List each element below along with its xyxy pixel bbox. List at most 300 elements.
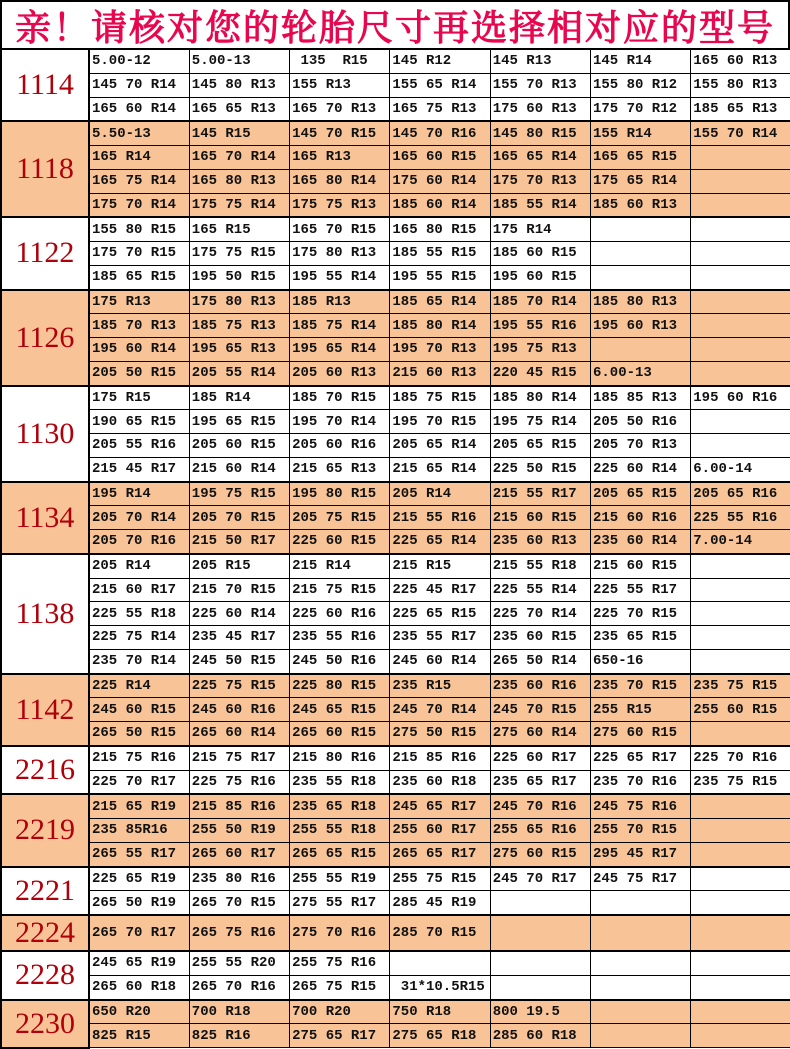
tire-size-cell [691, 361, 790, 385]
tire-size-cell: 155 80 R13 [691, 73, 790, 97]
tire-size-cell: 155 70 R14 [691, 121, 790, 145]
tire-size-cell: 225 45 R17 [390, 578, 490, 602]
tire-size-cell: 245 70 R15 [490, 698, 590, 722]
tire-size-cell: 195 65 R15 [189, 410, 289, 434]
tire-size-cell: 31*10.5R15 [390, 975, 490, 999]
tire-size-cell: 195 55 R16 [490, 314, 590, 338]
table-row [1, 121, 790, 145]
tire-size-cell: 215 55 R17 [490, 482, 590, 506]
tire-size-cell: 215 60 R16 [590, 506, 690, 530]
tire-size-cell [691, 338, 790, 362]
table-row [1, 602, 790, 626]
tire-size-cell: 145 80 R13 [189, 73, 289, 97]
table-row [1, 554, 790, 578]
table-row [1, 73, 790, 97]
tire-size-cell: 225 65 R14 [390, 530, 490, 554]
tire-size-cell: 205 70 R16 [89, 530, 189, 554]
tire-size-cell: 265 70 R15 [189, 891, 289, 915]
tire-size-cell: 215 85 R16 [390, 746, 490, 770]
tire-size-cell: 235 65 R15 [590, 626, 690, 650]
tire-size-cell: 285 60 R18 [490, 1024, 590, 1048]
tire-size-cell: 165 80 R14 [290, 169, 390, 193]
tire-size-cell: 205 70 R15 [189, 506, 289, 530]
tire-size-cell: 285 70 R15 [390, 915, 490, 951]
model-number: 2228 [1, 951, 89, 1000]
tire-size-cell: 195 60 R14 [89, 338, 189, 362]
table-row [1, 746, 790, 770]
tire-size-table [0, 48, 790, 1049]
table-row [1, 290, 790, 314]
tire-size-cell: 165 60 R13 [691, 49, 790, 73]
tire-size-cell: 235 70 R14 [89, 649, 189, 673]
tire-size-cell [590, 242, 690, 266]
tire-size-cell: 235 45 R17 [189, 626, 289, 650]
tire-size-cell: 195 70 R13 [390, 338, 490, 362]
table-row [1, 975, 790, 999]
tire-size-cell [590, 975, 690, 999]
tire-size-cell [490, 951, 590, 975]
tire-size-cell: 245 70 R16 [490, 794, 590, 818]
table-row [1, 794, 790, 818]
tire-size-cell: 185 75 R14 [290, 314, 390, 338]
tire-size-cell [490, 975, 590, 999]
tire-size-cell: 255 75 R16 [290, 951, 390, 975]
tire-size-cell: 215 60 R15 [590, 554, 690, 578]
tire-size-cell: 225 60 R16 [290, 602, 390, 626]
table-row [1, 1024, 790, 1048]
table-row [1, 146, 790, 170]
tire-size-cell [691, 975, 790, 999]
tire-size-cell [691, 578, 790, 602]
table-row [1, 951, 790, 975]
tire-size-cell [691, 146, 790, 170]
tire-size-cell: 175 75 R14 [189, 193, 289, 217]
tire-size-cell: 220 45 R15 [490, 361, 590, 385]
tire-size-cell: 215 75 R15 [290, 578, 390, 602]
tire-size-cell: 195 65 R13 [189, 338, 289, 362]
tire-size-cell: 165 80 R13 [189, 169, 289, 193]
tire-size-cell: 235 80 R16 [189, 867, 289, 891]
tire-size-cell: 225 70 R16 [691, 746, 790, 770]
tire-size-cell: 185 65 R15 [89, 265, 189, 289]
tire-size-cell: 175 60 R13 [490, 97, 590, 121]
tire-size-cell: 175 70 R13 [490, 169, 590, 193]
tire-size-cell [590, 1024, 690, 1048]
tire-size-cell: 235 75 R15 [691, 770, 790, 794]
tire-size-cell: 175 80 R13 [189, 290, 289, 314]
tire-size-cell: 185 80 R13 [590, 290, 690, 314]
tire-size-cell: 255 55 R19 [290, 867, 390, 891]
tire-size-cell: 205 50 R15 [89, 361, 189, 385]
tire-size-cell: 245 65 R19 [89, 951, 189, 975]
tire-size-cell [691, 842, 790, 866]
table-row [1, 698, 790, 722]
table-row [1, 1000, 790, 1024]
tire-size-cell: 195 75 R15 [189, 482, 289, 506]
tire-size-cell: 185 60 R15 [490, 242, 590, 266]
tire-size-cell: 145 70 R14 [89, 73, 189, 97]
tire-size-cell: 185 70 R13 [89, 314, 189, 338]
tire-size-cell: 700 R18 [189, 1000, 289, 1024]
tire-size-cell [691, 554, 790, 578]
tire-size-cell: 235 55 R17 [390, 626, 490, 650]
tire-size-cell: 145 R15 [189, 121, 289, 145]
tire-size-cell: 285 45 R19 [390, 891, 490, 915]
tire-size-cell: 265 50 R14 [490, 649, 590, 673]
tire-size-cell: 205 55 R14 [189, 361, 289, 385]
tire-size-cell: 245 50 R15 [189, 649, 289, 673]
tire-size-cell: 235 60 R15 [490, 626, 590, 650]
tire-size-cell: 265 75 R15 [290, 975, 390, 999]
tire-size-cell: 175 70 R15 [89, 242, 189, 266]
tire-size-cell: 215 60 R14 [189, 457, 289, 481]
tire-size-cell: 255 55 R18 [290, 819, 390, 843]
tire-size-cell: 235 60 R16 [490, 674, 590, 698]
tire-size-cell: 5.00-12 [89, 49, 189, 73]
tire-size-cell [691, 867, 790, 891]
tire-size-cell: 165 70 R13 [290, 97, 390, 121]
tire-size-cell: 205 60 R15 [189, 434, 289, 458]
table-row [1, 169, 790, 193]
tire-size-cell: 215 55 R18 [490, 554, 590, 578]
tire-size-cell: 175 R15 [89, 386, 189, 410]
tire-size-cell: 265 65 R17 [390, 842, 490, 866]
tire-size-cell: 175 R13 [89, 290, 189, 314]
tire-size-cell: 225 70 R14 [490, 602, 590, 626]
tire-size-cell: 255 75 R15 [390, 867, 490, 891]
tire-size-cell: 145 R14 [590, 49, 690, 73]
table-row [1, 361, 790, 385]
model-number: 1114 [1, 49, 89, 121]
tire-size-cell [691, 169, 790, 193]
tire-size-cell: 255 70 R15 [590, 819, 690, 843]
tire-size-cell: 225 R14 [89, 674, 189, 698]
tire-size-cell: 255 R15 [590, 698, 690, 722]
tire-size-cell: 825 R15 [89, 1024, 189, 1048]
tire-size-cell: 205 65 R15 [490, 434, 590, 458]
tire-size-cell [590, 217, 690, 241]
model-number: 2230 [1, 1000, 89, 1048]
tire-size-cell: 215 80 R16 [290, 746, 390, 770]
tire-size-cell: 195 R14 [89, 482, 189, 506]
tire-size-cell: 7.00-14 [691, 530, 790, 554]
tire-size-cell: 185 60 R13 [590, 193, 690, 217]
tire-size-cell: 265 55 R17 [89, 842, 189, 866]
tire-size-cell: 175 70 R14 [89, 193, 189, 217]
model-number: 1142 [1, 674, 89, 746]
tire-size-cell: 190 65 R15 [89, 410, 189, 434]
tire-size-cell: 165 65 R14 [490, 146, 590, 170]
tire-size-cell: 215 65 R13 [290, 457, 390, 481]
tire-size-cell: 135 R15 [290, 49, 390, 73]
tire-size-table-body [1, 49, 790, 1048]
tire-size-cell: 225 55 R14 [490, 578, 590, 602]
tire-size-cell: 165 70 R15 [290, 217, 390, 241]
tire-size-cell: 650-16 [590, 649, 690, 673]
tire-size-cell: 265 75 R16 [189, 915, 289, 951]
table-row [1, 386, 790, 410]
table-row [1, 819, 790, 843]
tire-size-cell: 215 60 R15 [490, 506, 590, 530]
tire-size-cell: 235 70 R16 [590, 770, 690, 794]
tire-size-cell: 235 85R16 [89, 819, 189, 843]
tire-size-cell: 275 65 R17 [290, 1024, 390, 1048]
tire-size-cell: 165 R14 [89, 146, 189, 170]
tire-size-cell: 185 55 R15 [390, 242, 490, 266]
tire-size-cell: 185 70 R15 [290, 386, 390, 410]
tire-size-cell: 245 60 R14 [390, 649, 490, 673]
tire-size-cell: 165 60 R14 [89, 97, 189, 121]
model-number: 1126 [1, 290, 89, 386]
tire-size-cell [691, 649, 790, 673]
tire-size-cell: 155 70 R13 [490, 73, 590, 97]
tire-size-cell: 265 70 R16 [189, 975, 289, 999]
tire-size-cell: 255 60 R15 [691, 698, 790, 722]
tire-size-cell: 265 60 R14 [189, 722, 289, 746]
tire-size-cell: 215 85 R16 [189, 794, 289, 818]
tire-size-cell [691, 314, 790, 338]
table-row [1, 578, 790, 602]
tire-size-cell: 6.00-14 [691, 457, 790, 481]
tire-size-cell [691, 602, 790, 626]
tire-size-cell: 205 70 R13 [590, 434, 690, 458]
table-row [1, 891, 790, 915]
tire-size-cell: 225 75 R16 [189, 770, 289, 794]
table-row [1, 626, 790, 650]
table-row [1, 649, 790, 673]
tire-size-cell: 155 80 R15 [89, 217, 189, 241]
tire-size-cell: 155 R14 [590, 121, 690, 145]
tire-size-cell: 275 70 R16 [290, 915, 390, 951]
tire-size-cell [590, 915, 690, 951]
tire-size-cell: 205 65 R14 [390, 434, 490, 458]
tire-size-cell [490, 915, 590, 951]
tire-size-cell: 185 R14 [189, 386, 289, 410]
tire-size-cell: 245 70 R17 [490, 867, 590, 891]
table-row [1, 242, 790, 266]
model-number: 1138 [1, 554, 89, 674]
tire-size-cell: 225 65 R15 [390, 602, 490, 626]
table-row [1, 506, 790, 530]
tire-size-cell: 185 70 R14 [490, 290, 590, 314]
table-row [1, 338, 790, 362]
table-row [1, 915, 790, 951]
tire-size-cell: 175 60 R14 [390, 169, 490, 193]
tire-size-cell: 195 65 R14 [290, 338, 390, 362]
tire-size-cell: 225 60 R15 [290, 530, 390, 554]
tire-size-cell: 175 R14 [490, 217, 590, 241]
tire-size-cell: 255 50 R19 [189, 819, 289, 843]
tire-size-cell: 650 R20 [89, 1000, 189, 1024]
tire-size-cell [691, 265, 790, 289]
tire-size-cell [691, 951, 790, 975]
model-number: 1122 [1, 217, 89, 289]
tire-size-cell: 825 R16 [189, 1024, 289, 1048]
tire-size-cell: 175 75 R13 [290, 193, 390, 217]
tire-size-cell: 215 75 R17 [189, 746, 289, 770]
tire-size-cell [390, 951, 490, 975]
tire-size-cell: 165 65 R13 [189, 97, 289, 121]
tire-size-cell: 265 70 R17 [89, 915, 189, 951]
tire-size-cell: 225 70 R17 [89, 770, 189, 794]
tire-size-cell [691, 290, 790, 314]
tire-size-cell: 245 60 R16 [189, 698, 289, 722]
tire-size-cell: 225 75 R14 [89, 626, 189, 650]
tire-size-cell: 215 45 R17 [89, 457, 189, 481]
tire-size-cell: 215 75 R16 [89, 746, 189, 770]
tire-size-cell: 165 65 R15 [590, 146, 690, 170]
tire-size-cell: 175 75 R15 [189, 242, 289, 266]
tire-size-cell: 235 65 R18 [290, 794, 390, 818]
tire-size-cell: 225 55 R18 [89, 602, 189, 626]
tire-size-cell [590, 951, 690, 975]
tire-size-cell: 175 70 R12 [590, 97, 690, 121]
model-number: 1118 [1, 121, 89, 217]
tire-size-cell: 265 60 R17 [189, 842, 289, 866]
tire-size-cell: 195 70 R15 [390, 410, 490, 434]
tire-size-cell: 195 75 R14 [490, 410, 590, 434]
tire-size-cell: 215 65 R19 [89, 794, 189, 818]
tire-size-cell: 175 80 R13 [290, 242, 390, 266]
tire-size-cell: 225 50 R15 [490, 457, 590, 481]
tire-size-cell: 195 50 R15 [189, 265, 289, 289]
tire-size-cell [691, 434, 790, 458]
tire-size-cell: 225 55 R16 [691, 506, 790, 530]
table-row [1, 482, 790, 506]
tire-size-cell: 215 65 R14 [390, 457, 490, 481]
tire-size-cell: 195 60 R13 [590, 314, 690, 338]
tire-size-cell: 205 70 R14 [89, 506, 189, 530]
tire-size-cell: 145 R12 [390, 49, 490, 73]
tire-size-cell: 185 65 R13 [691, 97, 790, 121]
tire-size-cell: 205 60 R13 [290, 361, 390, 385]
tire-size-cell: 245 70 R14 [390, 698, 490, 722]
tire-size-cell: 265 50 R15 [89, 722, 189, 746]
tire-size-cell: 6.00-13 [590, 361, 690, 385]
tire-size-cell: 245 50 R16 [290, 649, 390, 673]
tire-size-cell: 225 60 R14 [189, 602, 289, 626]
tire-size-cell [691, 1000, 790, 1024]
tire-size-cell: 215 60 R17 [89, 578, 189, 602]
tire-size-cell: 275 50 R15 [390, 722, 490, 746]
tire-size-cell [691, 626, 790, 650]
tire-size-cell: 205 75 R15 [290, 506, 390, 530]
tire-size-cell: 165 80 R15 [390, 217, 490, 241]
tire-size-cell: 245 75 R17 [590, 867, 690, 891]
tire-size-cell [691, 217, 790, 241]
tire-size-cell: 215 70 R15 [189, 578, 289, 602]
tire-size-cell: 235 60 R18 [390, 770, 490, 794]
tire-size-cell: 225 75 R15 [189, 674, 289, 698]
page-title: 亲！请核对您的轮胎尺寸再选择相对应的型号 [0, 0, 790, 48]
table-row [1, 193, 790, 217]
tire-size-cell: 195 55 R14 [290, 265, 390, 289]
tire-size-cell: 195 70 R14 [290, 410, 390, 434]
tire-size-cell: 185 75 R15 [390, 386, 490, 410]
tire-size-cell: 225 80 R15 [290, 674, 390, 698]
table-row [1, 722, 790, 746]
tire-size-cell: 185 60 R14 [390, 193, 490, 217]
tire-size-cell: 175 65 R14 [590, 169, 690, 193]
tire-size-cell: 295 45 R17 [590, 842, 690, 866]
tire-size-cell: 185 55 R14 [490, 193, 590, 217]
tire-size-cell: 185 65 R14 [390, 290, 490, 314]
tire-size-cell [691, 193, 790, 217]
tire-size-cell: 205 R14 [89, 554, 189, 578]
tire-size-cell [590, 891, 690, 915]
tire-size-cell: 185 75 R13 [189, 314, 289, 338]
tire-size-cell: 225 70 R15 [590, 602, 690, 626]
tire-size-cell: 205 R14 [390, 482, 490, 506]
tire-size-cell: 225 60 R14 [590, 457, 690, 481]
tire-size-cell [691, 891, 790, 915]
table-row [1, 314, 790, 338]
tire-size-cell: 225 60 R17 [490, 746, 590, 770]
tire-size-cell [691, 915, 790, 951]
table-row [1, 434, 790, 458]
tire-size-cell: 145 80 R15 [490, 121, 590, 145]
tire-size-cell: 185 R13 [290, 290, 390, 314]
tire-size-cell: 235 55 R18 [290, 770, 390, 794]
tire-size-cell: 205 60 R16 [290, 434, 390, 458]
tire-size-cell: 205 65 R15 [590, 482, 690, 506]
tire-size-cell [691, 1024, 790, 1048]
tire-size-cell: 265 50 R19 [89, 891, 189, 915]
tire-size-cell: 165 R15 [189, 217, 289, 241]
tire-size-cell [691, 722, 790, 746]
tire-size-cell: 800 19.5 [490, 1000, 590, 1024]
tire-size-cell: 205 R15 [189, 554, 289, 578]
tire-size-cell: 155 R13 [290, 73, 390, 97]
tire-size-cell: 185 80 R14 [490, 386, 590, 410]
tire-size-cell: 5.50-13 [89, 121, 189, 145]
tire-size-cell [691, 794, 790, 818]
tire-size-cell: 215 R15 [390, 554, 490, 578]
table-row [1, 457, 790, 481]
tire-size-cell: 245 75 R16 [590, 794, 690, 818]
tire-size-cell: 165 60 R15 [390, 146, 490, 170]
tire-size-cell: 245 65 R17 [390, 794, 490, 818]
tire-size-cell: 145 R13 [490, 49, 590, 73]
table-row [1, 867, 790, 891]
tire-size-cell: 245 60 R15 [89, 698, 189, 722]
table-row [1, 97, 790, 121]
tire-size-cell: 155 65 R14 [390, 73, 490, 97]
tire-size-cell: 215 50 R17 [189, 530, 289, 554]
tire-size-cell: 195 60 R16 [691, 386, 790, 410]
tire-size-cell: 195 75 R13 [490, 338, 590, 362]
tire-size-cell: 195 60 R15 [490, 265, 590, 289]
table-row [1, 842, 790, 866]
tire-size-cell: 235 55 R16 [290, 626, 390, 650]
tire-size-cell: 255 55 R20 [189, 951, 289, 975]
tire-size-cell: 275 60 R14 [490, 722, 590, 746]
tire-size-cell: 205 55 R16 [89, 434, 189, 458]
tire-size-cell: 265 60 R15 [290, 722, 390, 746]
tire-size-cell: 145 70 R15 [290, 121, 390, 145]
tire-size-cell [590, 338, 690, 362]
tire-size-cell: 235 70 R15 [590, 674, 690, 698]
model-number: 1130 [1, 386, 89, 482]
model-number: 2219 [1, 794, 89, 866]
tire-size-cell: 255 60 R17 [390, 819, 490, 843]
table-row [1, 49, 790, 73]
tire-size-cell: 235 60 R14 [590, 530, 690, 554]
tire-size-cell: 205 50 R16 [590, 410, 690, 434]
tire-size-cell: 225 65 R17 [590, 746, 690, 770]
tire-size-cell: 185 85 R13 [590, 386, 690, 410]
tire-size-cell: 165 70 R14 [189, 146, 289, 170]
